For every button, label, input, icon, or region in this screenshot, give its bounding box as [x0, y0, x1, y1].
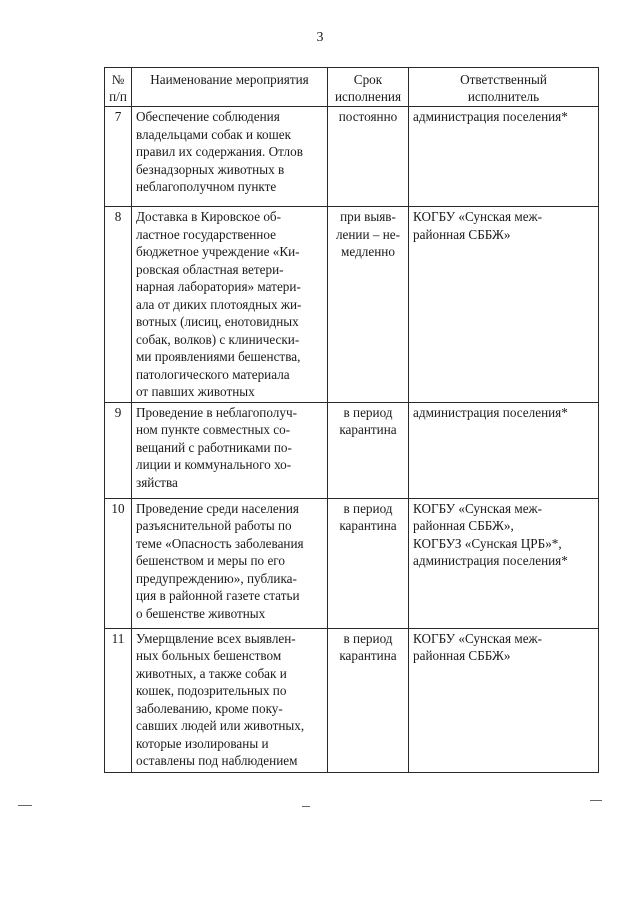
- row-measure-name: Проведение среди населения разъяснительной работы по теме «Опасность заболевания бешенством и меры по его предупреждению», публика- ция в районной газете статьи о бешенстве животных: [132, 498, 328, 628]
- row-number: 10: [105, 498, 132, 628]
- table-row: [105, 498, 599, 628]
- row-term: при выяв- лении – не- медленно: [328, 207, 409, 403]
- table-row: [105, 107, 599, 207]
- row-responsible: КОГБУ «Сунская меж- районная СББЖ», КОГБУЗ «Сунская ЦРБ»*, администрация поселения*: [409, 498, 599, 628]
- row-responsible: администрация поселения*: [409, 402, 599, 498]
- row-term: в период карантина: [328, 498, 409, 628]
- header-responsible: Ответственный исполнитель: [409, 68, 599, 107]
- row-term: в период карантина: [328, 402, 409, 498]
- row-measure-name: Умерщвление всех выявлен- ных больных бешенством животных, а также собак и кошек, подозрительных по заболеванию, кроме поку- савших людей или животных, которые изолированы и оставлены под наблюдением: [132, 628, 328, 772]
- header-measure-name: Наименование мероприятия: [132, 68, 328, 107]
- measures-table: [104, 67, 599, 773]
- row-number: 11: [105, 628, 132, 772]
- row-responsible: администрация поселения*: [409, 107, 599, 207]
- scan-artifact-center: [302, 806, 310, 807]
- row-term: в период карантина: [328, 628, 409, 772]
- header-term: Срок исполнения: [328, 68, 409, 107]
- page-number: 3: [316, 30, 324, 45]
- row-measure-name: Доставка в Кировское об- ластное государственное бюджетное учреждение «Ки- ровская областная ветери- нарная лаборатория» матери- ала от диких плотоядных жи- вотных (лисиц, енотовидных собак, волков) с клинически- ми проявлениями бешенства, патологического материала от павших животных: [132, 207, 328, 403]
- row-term: постоянно: [328, 107, 409, 207]
- table-header-row: [105, 68, 599, 107]
- row-measure-name: Проведение в неблагополуч- ном пункте совместных со- вещаний с работниками по- лиции и коммунального хо- зяйства: [132, 402, 328, 498]
- table-row: [105, 628, 599, 772]
- row-number: 9: [105, 402, 132, 498]
- row-responsible: КОГБУ «Сунская меж- районная СББЖ»: [409, 628, 599, 772]
- row-measure-name: Обеспечение соблюдения владельцами собак и кошек правил их содержания. Отлов безнадзорных животных в неблагополучном пункте: [132, 107, 328, 207]
- header-number: № п/п: [105, 68, 132, 107]
- row-number: 7: [105, 107, 132, 207]
- table-row: [105, 402, 599, 498]
- row-responsible: КОГБУ «Сунская меж- районная СББЖ»: [409, 207, 599, 403]
- table-row: [105, 207, 599, 403]
- scan-artifact-left: [18, 805, 32, 806]
- scan-artifact-right: [590, 800, 602, 801]
- row-number: 8: [105, 207, 132, 403]
